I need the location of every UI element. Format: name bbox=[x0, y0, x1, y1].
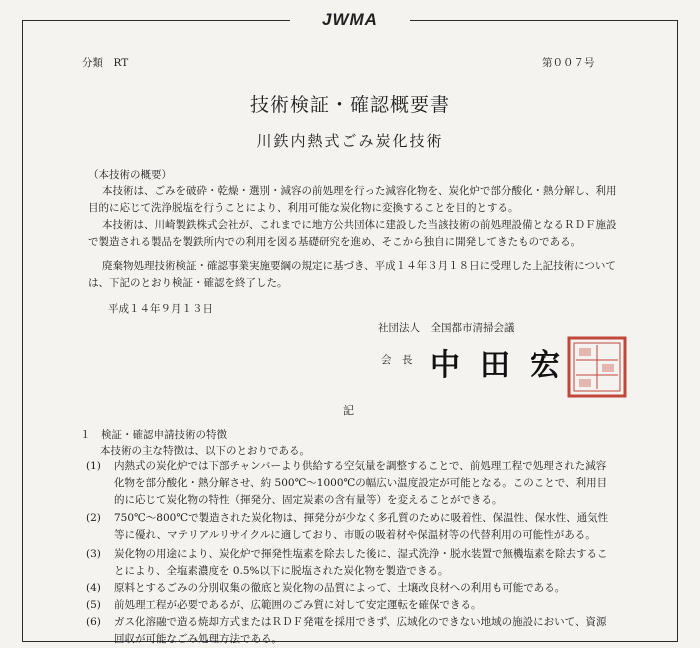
feature-item bbox=[86, 458, 616, 509]
issue-date: 平成１４年９月１３日 bbox=[108, 303, 213, 315]
feature-item-text: 前処理工程が必要であるが、広範囲のごみ質に対して安定運転を確保できる。 bbox=[114, 599, 482, 611]
section-1-intro: 本技術の主な特徴は、以下のとおりである。 bbox=[100, 445, 310, 457]
feature-item bbox=[86, 510, 616, 544]
overview-paragraph-2: 本技術は、川崎製鉄株式会社が、これまでに地方公共団体に建設した当該技術の前処理設備となるＲＤＦ施設で製造される製品を製鉄所内での利用を図る基礎研究を進め、そこから独自に開発してきたものである。 bbox=[88, 219, 617, 248]
feature-item-text: 内熱式の炭化炉では下部チャンバーより供給する空気量を調整することで、前処理工程で処理された減容化物を部分酸化・熱分解させ、約 500℃〜1000℃の幅広い温度設定が可能となる。このことで、利用目的に応じて炭化物の特性（揮発分、固定炭素の含有量等）を変えることができる。 bbox=[114, 460, 608, 506]
feature-item-text: 原料とするごみの分別収集の徹底と炭化物の品質によって、土壌改良材への利用も可能である。 bbox=[114, 582, 566, 594]
overview-paragraph-1: 本技術は、ごみを破砕・乾燥・選別・減容の前処理を行った減容化物を、炭化炉で部分酸化・熱分解し、利用目的に応じて洗浄脱塩を行うことにより、利用可能な炭化物に変換することを目的とする。 bbox=[88, 185, 617, 214]
feature-item-number: (3) bbox=[86, 548, 101, 560]
classification: 分類 RT bbox=[82, 57, 129, 69]
feature-item-number: (1) bbox=[86, 460, 101, 472]
issuer-role: 会 長 bbox=[381, 354, 413, 366]
official-seal-icon bbox=[567, 336, 627, 398]
feature-item-number: (6) bbox=[86, 616, 101, 628]
ki-marker: 記 bbox=[343, 404, 354, 417]
feature-item bbox=[86, 597, 616, 614]
verification-statement: 廃棄物処理技術検証・確認事業実施要綱の規定に基づき、平成１４年３月１８日に受理した上記技術については、下記のとおり検証・確認を終了した。 bbox=[88, 260, 616, 289]
feature-item bbox=[86, 546, 616, 580]
feature-item-number: (2) bbox=[86, 512, 101, 524]
org-tag: JWMA bbox=[290, 8, 410, 32]
feature-item bbox=[86, 614, 616, 648]
feature-item-text: ガス化溶融で造る焼却方式またはＲＤＦ発電を採用できず、広域化のできない地域の施設において、資源回収が可能なごみ処理方法である。 bbox=[114, 616, 607, 645]
overview-heading: （本技術の概要） bbox=[88, 169, 172, 181]
feature-item-text: 炭化物の用途により、炭化炉で揮発性塩素を除去した後に、湿式洗浄・脱水装置で無機塩素を除去することにより、全塩素濃度を 0.5%以下に脱塩された炭化物を製造できる。 bbox=[114, 548, 608, 577]
issuer-signature: 中田宏 bbox=[430, 348, 580, 383]
doc-number: 第００７号 bbox=[542, 57, 595, 69]
issuer-organization: 社団法人 全国都市清掃会議 bbox=[378, 322, 515, 334]
feature-item-text: 750℃〜800℃で製造された炭化物は、揮発分が少なく多孔質のために吸着性、保温性、保水性、通気性等に優れ、マテリアルリサイクルに適しており、市販の吸着材や保温材等の代替利用の可能性がある。 bbox=[114, 512, 609, 541]
section-1-heading: １ 検証・確認申請技術の特徴 bbox=[80, 429, 227, 441]
page-title: 技術検証・確認概要書 bbox=[249, 94, 450, 116]
feature-item-number: (4) bbox=[86, 582, 101, 594]
feature-item bbox=[86, 580, 616, 597]
feature-item-number: (5) bbox=[86, 599, 101, 611]
page-subtitle: 川鉄内熱式ごみ炭化技術 bbox=[256, 132, 444, 150]
